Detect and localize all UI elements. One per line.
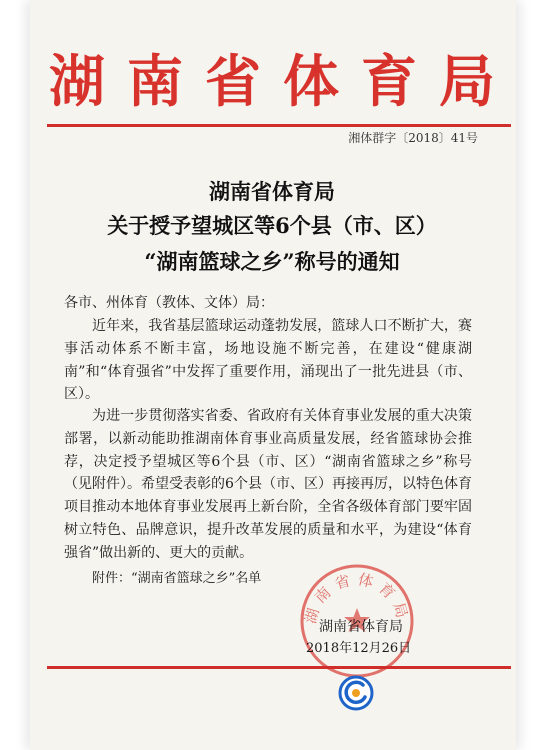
title-line-3: “湖南篮球之乡”称号的通知 — [144, 249, 400, 274]
issue-date: 2018年12月26日 — [306, 641, 412, 656]
body-paragraph-2: 为进一步贯彻落实省委、省政府有关体育事业发展的重大决策部署，以新动能助推湖南体育事业高质量发展，经省篮球协会推荐，决定授予望城区等6个县（市、区）“湖南省篮球之乡”称号（见附件）。希望受表彰的6个县（市、区）再接再厉，以特色体育项目推动本地体育事业发展再上新台阶，全省各级体育部门要牢固树立特色、品牌意识，提升改革发展的质量和水平，为建设“体育强省”做出新的、更大的贡献。 — [64, 408, 472, 561]
header-divider — [47, 124, 511, 127]
watermark-logo-icon — [338, 675, 374, 711]
title-line-2: 关于授予望城区等6个县（市、区） — [107, 213, 437, 238]
footer-divider — [47, 666, 511, 669]
signer: 湖南省体育局 — [319, 619, 403, 635]
issuer-header: 湖南省体育局 — [49, 50, 517, 115]
title-line-1: 湖南省体育局 — [209, 179, 335, 204]
seal-text: 湖南省体育局 — [301, 570, 413, 626]
body-paragraph-1: 近年来，我省基层篮球运动蓬勃发展，篮球人口不断扩大，赛事活动体系不断丰富，场地设施不断完善，在建设“健康湖南”和“体育强省”中发挥了重要作用，涌现出了一批先进县（市、区）。 — [64, 318, 472, 403]
document-number: 湘体群字〔2018〕41号 — [348, 131, 478, 145]
salutation: 各市、州体育（教体、文体）局： — [64, 295, 274, 311]
attachment-note: 附件：“湖南省篮球之乡”名单 — [92, 571, 262, 586]
